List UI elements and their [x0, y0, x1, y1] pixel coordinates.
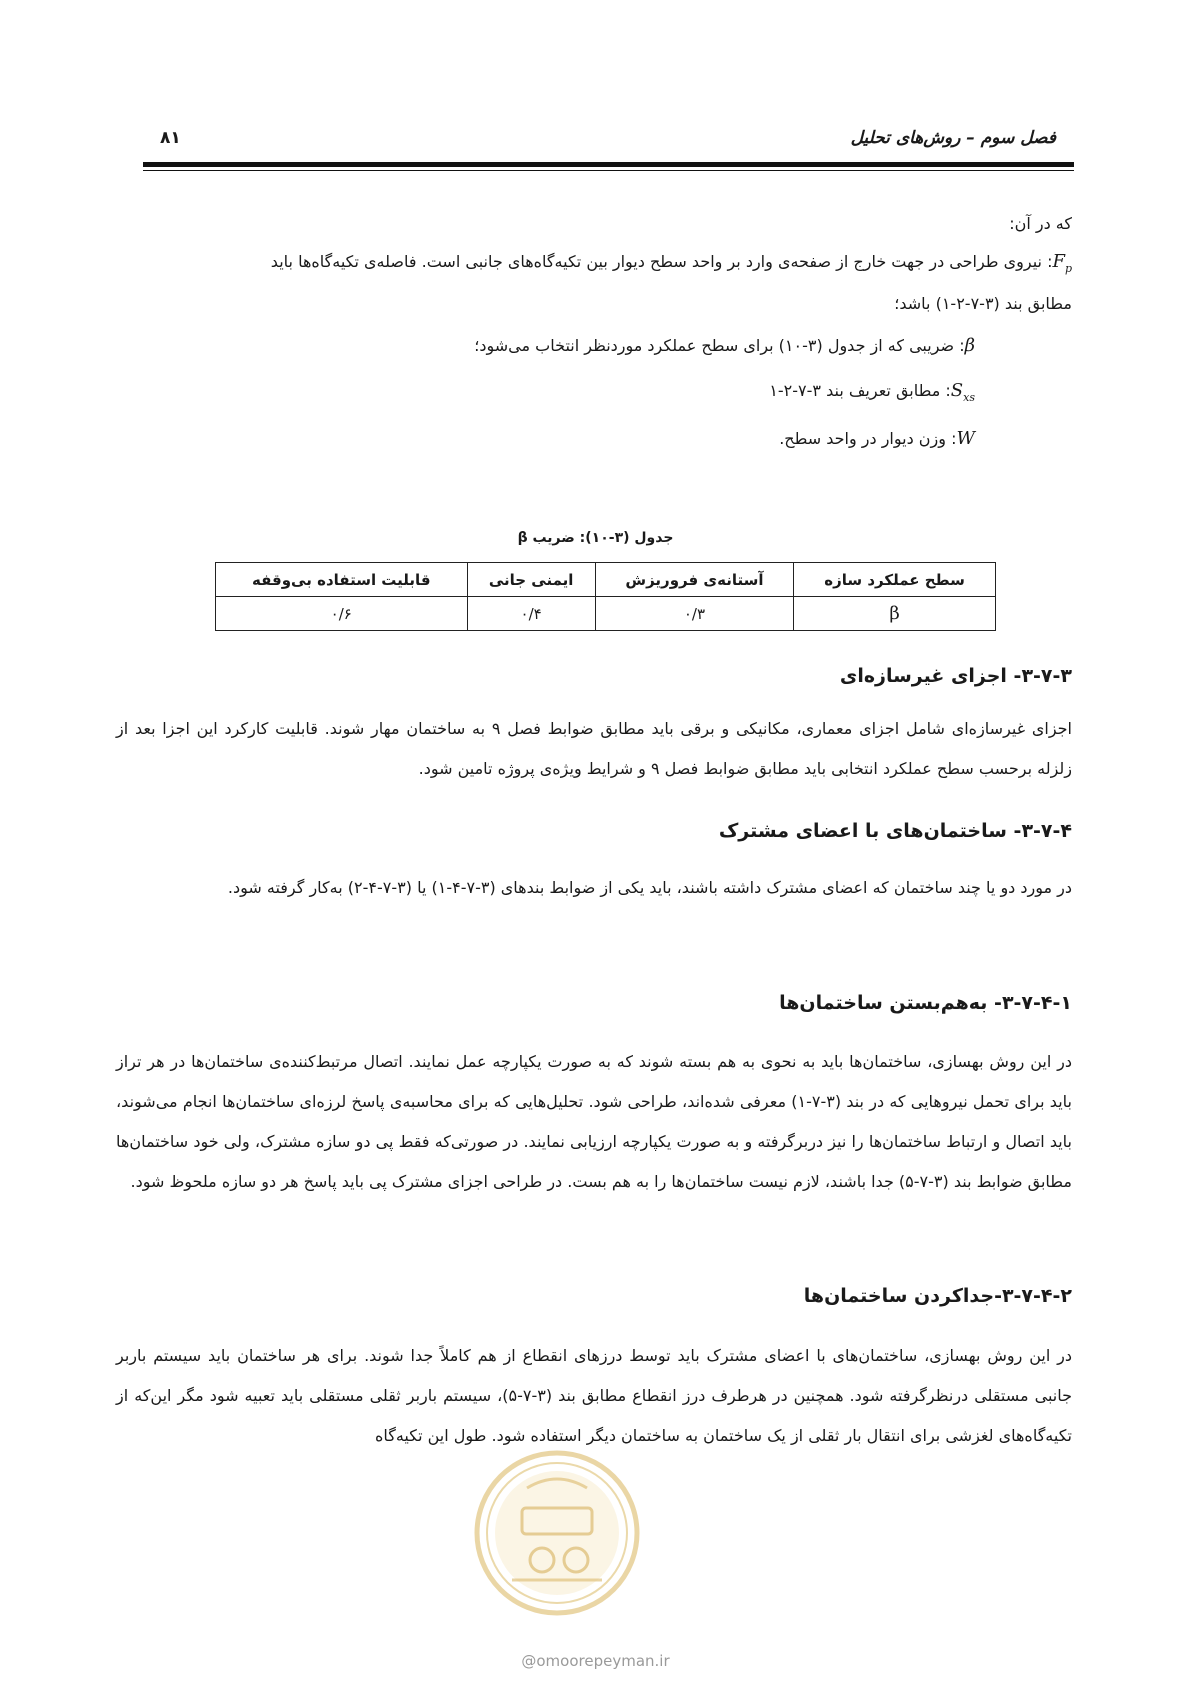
fp-definition-line2: مطابق بند (۳-۷-۲-۱) باشد؛	[894, 294, 1072, 313]
section-body: در این روش بهسازی، ساختمان‌ها باید به نحوی به هم بسته شوند که به صورت یکپارچه عمل نمایند. اتصال مرتبط‌کننده‌ی ساختمان‌ها در هر تراز باید برای تحمل نیروهایی که در بند (۳-۷-۱) معرفی شده‌اند، طراحی شود. تحلیل‌هایی که برای محاسبه‌ی پاسخ لرزه‌ای ساختمان‌ها انجام می‌شوند، باید اتصال و ارتباط ساختمان‌ها را نیز دربرگرفته و به صورت یکپارچه ارزیابی نمایند. در صورتی‌که فقط پی دو سازه مشترک، ولی خود ساختمان‌ها مطابق ضوابط بند (۳-۷-۵) جدا باشند، لازم نیست ساختمان‌ها را به هم بست. در طراحی اجزای مشترک پی باید پاسخ هر دو سازه ملحوظ شود.	[116, 1052, 1072, 1191]
where-label: که در آن:	[1009, 214, 1072, 233]
fp-symbol: F	[1052, 251, 1065, 272]
table-cell: β	[794, 597, 996, 631]
table-header-row	[216, 563, 996, 597]
table-header-cell: قابلیت استفاده بی‌وقفه	[216, 563, 468, 597]
section-heading: ۳-۷-۴-۲-جداکردن ساختمان‌ها	[803, 1285, 1072, 1307]
section-body: اجزای غیرسازه‌ای شامل اجزای معماری، مکانیکی و برقی باید مطابق ضوابط فصل ۹ به ساختمان مهار شوند. قابلیت کارکرد این اجزا بعد از زلزله برحسب سطح عملکرد انتخابی باید مطابق ضوابط فصل ۹ و شرایط ویژه‌ی پروژه تامین شود.	[116, 719, 1072, 778]
table-header-cell: ایمنی جانی	[467, 563, 595, 597]
section-heading: ۳-۷-۳- اجزای غیرسازه‌ای	[839, 665, 1072, 687]
section-heading: ۳-۷-۴-۱- به‌هم‌بستن ساختمان‌ها	[779, 992, 1072, 1014]
table-cell: ۰/۳	[595, 597, 793, 631]
table-row	[216, 597, 996, 631]
table-caption: جدول (۳-۱۰): ضریب β	[517, 530, 674, 546]
sxs-text: : مطابق تعریف بند ۳-۷-۲-۱	[769, 381, 951, 400]
w-definition	[779, 428, 975, 449]
table-cell: ۰/۶	[216, 597, 468, 631]
table-cell: ۰/۴	[467, 597, 595, 631]
watermark-text: @omoorepeyman.ir	[521, 1652, 670, 1670]
watermark-seal-logo	[472, 1448, 642, 1618]
beta-symbol: β	[964, 335, 975, 356]
section-heading: ۳-۷-۴- ساختمان‌های با اعضای مشترک	[718, 820, 1072, 842]
section-body: در مورد دو یا چند ساختمان که اعضای مشترک داشته باشند، باید یکی از ضوابط بندهای (۳-۷-۴-۱) یا (۳-۷-۴-۲) به‌کار گرفته شود.	[227, 878, 1072, 897]
table-header-cell: آستانه‌ی فروریزش	[595, 563, 793, 597]
sxs-symbol: S	[950, 380, 964, 401]
beta-table	[215, 562, 996, 631]
w-text: : وزن دیوار در واحد سطح.	[779, 429, 957, 448]
running-header-title: فصل سوم – روش‌های تحلیل	[850, 128, 1056, 148]
header-rule-thick	[143, 162, 1074, 167]
sxs-definition	[769, 380, 975, 404]
section-body: در این روش بهسازی، ساختمان‌های با اعضای مشترک باید توسط درزهای انقطاع از هم کاملاً جدا شوند. برای هر ساختمان باید سیستم باربر جانبی مستقلی درنظرگرفته شود. همچنین در هرطرف درز انقطاع مطابق بند (۳-۷-۵)، سیستم باربر ثقلی مستقلی باید تعبیه شود مگر این‌که از تکیه‌گاه‌های لغزشی برای انتقال بار ثقلی از یک ساختمان به ساختمان دیگر استفاده شود. طول این تکیه‌گاه	[116, 1346, 1072, 1445]
fp-definition-line1	[116, 244, 1072, 280]
sxs-subscript: xs	[963, 391, 975, 404]
table-header-cell: سطح عملکرد سازه	[794, 563, 996, 597]
fp-subscript: p	[1064, 262, 1072, 275]
beta-definition	[474, 335, 975, 356]
header-rule-thin	[143, 170, 1074, 171]
w-symbol: W	[956, 428, 975, 449]
page-number: ۸۱	[160, 128, 181, 148]
fp-text: : نیروی طراحی در جهت خارج از صفحه‌ی وارد بر واحد سطح دیوار بین تکیه‌گاه‌های جانبی است. فاصله‌ی تکیه‌گاه‌ها باید	[270, 252, 1053, 271]
beta-text: : ضریبی که از جدول (۳-۱۰) برای سطح عملکرد موردنظر انتخاب می‌شود؛	[474, 336, 965, 355]
